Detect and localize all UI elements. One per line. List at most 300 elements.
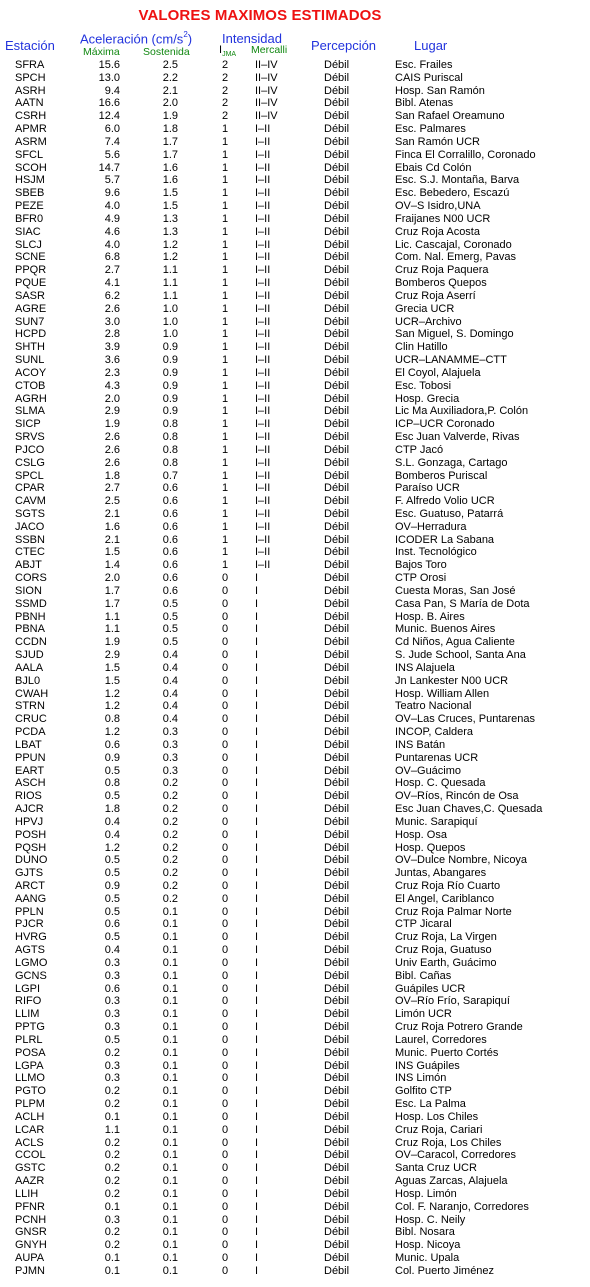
sustained-acceleration: 1.7 — [162, 135, 178, 148]
mercalli-intensity: I — [255, 1264, 259, 1277]
sustained-acceleration: 0.1 — [162, 1264, 178, 1277]
max-acceleration: 0.5 — [104, 854, 120, 867]
location: El Angel, Cariblanco — [395, 892, 495, 905]
location: Esc Juan Chaves,C. Quesada — [395, 803, 543, 816]
station-code: GCNS — [15, 969, 47, 982]
sustained-acceleration: 1.1 — [162, 264, 178, 277]
table-row — [0, 72, 590, 85]
max-acceleration: 4.9 — [104, 212, 120, 225]
max-acceleration: 1.9 — [104, 636, 120, 649]
mercalli-intensity: I — [255, 995, 259, 1008]
table-row — [0, 495, 590, 508]
mercalli-intensity: I — [255, 1162, 259, 1175]
location: Inst. Tecnológico — [395, 546, 477, 559]
table-row — [0, 931, 590, 944]
table-row — [0, 739, 590, 752]
perception: Débil — [324, 777, 350, 790]
sustained-acceleration: 0.6 — [162, 533, 178, 546]
station-code: POSA — [15, 1046, 46, 1059]
mercalli-intensity: I — [255, 1226, 259, 1239]
mercalli-intensity: I — [255, 1046, 259, 1059]
table-row — [0, 1021, 590, 1034]
station-code: JACO — [15, 520, 45, 533]
table-row — [0, 328, 590, 341]
perception: Débil — [324, 982, 350, 995]
station-code: PQSH — [15, 841, 47, 854]
location: Golfito CTP — [395, 1085, 452, 1098]
station-code: AGRH — [15, 392, 47, 405]
jma-intensity: 1 — [221, 418, 229, 431]
table-row — [0, 508, 590, 521]
max-acceleration: 0.1 — [104, 1200, 120, 1213]
max-acceleration: 2.0 — [104, 392, 120, 405]
sustained-acceleration: 0.1 — [162, 995, 178, 1008]
station-code: BFR0 — [15, 212, 44, 225]
max-acceleration: 0.2 — [104, 1239, 120, 1252]
perception: Débil — [324, 572, 350, 585]
max-acceleration: 0.2 — [104, 1162, 120, 1175]
mercalli-intensity: I — [255, 738, 259, 751]
max-acceleration: 0.5 — [104, 892, 120, 905]
jma-intensity: 2 — [221, 110, 229, 123]
station-code: PFNR — [15, 1200, 45, 1213]
table-row — [0, 752, 590, 765]
max-acceleration: 1.4 — [104, 559, 120, 572]
jma-intensity: 0 — [221, 931, 229, 944]
station-code: LGMO — [15, 956, 48, 969]
mercalli-intensity: I — [255, 1175, 259, 1188]
location: Esc Juan Valverde, Rivas — [395, 431, 520, 444]
max-acceleration: 0.3 — [104, 1213, 120, 1226]
sustained-acceleration: 1.7 — [162, 148, 178, 161]
sustained-acceleration: 1.1 — [162, 289, 178, 302]
sustained-acceleration: 0.6 — [162, 559, 178, 572]
perception: Débil — [324, 803, 350, 816]
station-code: ABJT — [15, 559, 42, 572]
max-acceleration: 1.5 — [104, 546, 120, 559]
jma-intensity: 1 — [221, 469, 229, 482]
jma-intensity: 0 — [221, 1136, 229, 1149]
location: Hosp. Los Chiles — [395, 1110, 479, 1123]
location: Bomberos Puriscal — [395, 469, 488, 482]
location: Santa Cruz UCR — [395, 1162, 477, 1175]
jma-intensity: 0 — [221, 1213, 229, 1226]
location: Hosp. C. Neily — [395, 1213, 466, 1226]
jma-intensity: 0 — [221, 918, 229, 931]
perception: Débil — [324, 238, 350, 251]
table-row — [0, 418, 590, 431]
max-acceleration: 0.2 — [104, 1187, 120, 1200]
mercalli-intensity: I–II — [255, 187, 271, 200]
perception: Débil — [324, 546, 350, 559]
jma-intensity: 1 — [221, 456, 229, 469]
location: Casa Pan, S María de Dota — [395, 597, 530, 610]
mercalli-intensity: I — [255, 700, 259, 713]
station-code: PQUE — [15, 277, 47, 290]
jma-intensity: 1 — [221, 289, 229, 302]
max-acceleration: 1.2 — [104, 700, 120, 713]
location: INS Batán — [395, 738, 446, 751]
sustained-acceleration: 1.8 — [162, 123, 178, 136]
station-code: ASRM — [15, 135, 47, 148]
location: Bibl. Atenas — [395, 97, 454, 110]
mercalli-intensity: I — [255, 1149, 259, 1162]
max-acceleration: 2.9 — [104, 405, 120, 418]
max-acceleration: 0.1 — [104, 1110, 120, 1123]
mercalli-intensity: I — [255, 803, 259, 816]
max-acceleration: 0.2 — [104, 1149, 120, 1162]
sustained-acceleration: 0.1 — [162, 1175, 178, 1188]
station-code: CAVM — [15, 495, 46, 508]
sustained-acceleration: 0.4 — [162, 700, 178, 713]
jma-intensity: 0 — [221, 597, 229, 610]
perception: Débil — [324, 1264, 350, 1277]
station-code: HVRG — [15, 931, 47, 944]
location: San Miguel, S. Domingo — [395, 328, 514, 341]
table-row — [0, 482, 590, 495]
stations-table — [0, 59, 590, 1278]
table-row — [0, 726, 590, 739]
perception: Débil — [324, 1098, 350, 1111]
location: Cruz Roja Río Cuarto — [395, 880, 501, 892]
sustained-acceleration: 0.6 — [162, 546, 178, 559]
location: Esc. Palmares — [395, 123, 466, 136]
mercalli-intensity: I–II — [255, 161, 271, 174]
mercalli-intensity: I — [255, 1252, 259, 1265]
mercalli-intensity: I — [255, 623, 259, 636]
jma-intensity: 0 — [221, 841, 229, 854]
table-row — [0, 1085, 590, 1098]
location: ICP–UCR Coronado — [395, 418, 495, 431]
mercalli-intensity: I — [255, 944, 259, 957]
perception: Débil — [324, 1187, 350, 1200]
station-code: LLMO — [15, 1072, 45, 1085]
sustained-acceleration: 0.9 — [162, 405, 178, 418]
jma-intensity: 0 — [221, 905, 229, 918]
perception: Débil — [324, 110, 350, 123]
max-acceleration: 1.7 — [104, 597, 120, 610]
perception: Débil — [324, 867, 350, 880]
station-code: SRVS — [15, 431, 45, 444]
sustained-acceleration: 0.6 — [162, 520, 178, 533]
station-code: AATN — [15, 97, 44, 110]
perception: Débil — [324, 687, 350, 700]
perception: Débil — [324, 212, 350, 225]
table-row — [0, 303, 590, 316]
station-code: GNYH — [15, 1239, 47, 1252]
jma-intensity: 0 — [221, 636, 229, 649]
max-acceleration: 0.5 — [104, 931, 120, 944]
subheader-maxima: Máxima — [83, 46, 120, 58]
location: Col. F. Naranjo, Corredores — [395, 1200, 529, 1213]
sustained-acceleration: 0.2 — [162, 854, 178, 867]
max-acceleration: 0.4 — [104, 828, 120, 841]
table-row — [0, 1060, 590, 1073]
table-row — [0, 136, 590, 149]
location: Hosp. Osa — [395, 828, 447, 841]
location: Aguas Zarcas, Alajuela — [395, 1175, 508, 1188]
sustained-acceleration: 0.6 — [162, 495, 178, 508]
sustained-acceleration: 0.3 — [162, 726, 178, 739]
station-code: POSH — [15, 828, 47, 841]
location: Col. Puerto Jiménez — [395, 1264, 495, 1277]
location: CTP Jacó — [395, 443, 444, 456]
max-acceleration: 1.2 — [104, 726, 120, 739]
mercalli-intensity: I — [255, 1033, 259, 1046]
perception: Débil — [324, 251, 350, 264]
max-acceleration: 0.3 — [104, 1072, 120, 1085]
station-code: ARCT — [15, 880, 45, 892]
table-row — [0, 816, 590, 829]
perception: Débil — [324, 880, 350, 892]
sustained-acceleration: 0.1 — [162, 1252, 178, 1265]
max-acceleration: 2.8 — [104, 328, 120, 341]
mercalli-intensity: I–II — [255, 174, 271, 187]
perception: Débil — [324, 187, 350, 200]
jma-intensity: 0 — [221, 1098, 229, 1111]
mercalli-intensity: I — [255, 931, 259, 944]
station-code: DUNO — [15, 854, 48, 867]
table-row — [0, 1008, 590, 1021]
jma-intensity: 1 — [221, 277, 229, 290]
mercalli-intensity: I–II — [255, 482, 271, 495]
location: Bomberos Quepos — [395, 277, 487, 290]
mercalli-intensity: I — [255, 1008, 259, 1021]
table-row — [0, 636, 590, 649]
sustained-acceleration: 1.0 — [162, 302, 178, 315]
station-code: SBEB — [15, 187, 45, 200]
max-acceleration: 2.7 — [104, 264, 120, 277]
jma-intensity: 0 — [221, 1239, 229, 1252]
sustained-acceleration: 0.1 — [162, 1136, 178, 1149]
jma-intensity: 2 — [221, 84, 229, 97]
perception: Débil — [324, 366, 350, 379]
mercalli-intensity: I — [255, 854, 259, 867]
sustained-acceleration: 0.5 — [162, 597, 178, 610]
table-row — [0, 842, 590, 855]
perception: Débil — [324, 1059, 350, 1072]
table-row — [0, 393, 590, 406]
location: Esc. S.J. Montaña, Barva — [395, 174, 520, 187]
perception: Débil — [324, 1110, 350, 1123]
perception: Débil — [324, 1239, 350, 1252]
sustained-acceleration: 1.5 — [162, 187, 178, 200]
max-acceleration: 0.2 — [104, 1136, 120, 1149]
jma-intensity: 0 — [221, 623, 229, 636]
max-acceleration: 2.5 — [104, 495, 120, 508]
mercalli-intensity: I — [255, 1213, 259, 1226]
sustained-acceleration: 0.1 — [162, 1046, 178, 1059]
jma-intensity: 0 — [221, 969, 229, 982]
station-code: PEZE — [15, 200, 44, 213]
station-code: APMR — [15, 123, 47, 136]
jma-intensity: 1 — [221, 520, 229, 533]
table-row — [0, 623, 590, 636]
location: Paraíso UCR — [395, 482, 460, 495]
station-code: SPCL — [15, 469, 44, 482]
mercalli-intensity: I — [255, 777, 259, 790]
table-row — [0, 316, 590, 329]
station-code: CTOB — [15, 379, 46, 392]
station-code: PLPM — [15, 1098, 45, 1111]
jma-intensity: 0 — [221, 1072, 229, 1085]
max-acceleration: 5.6 — [104, 148, 120, 161]
table-row — [0, 97, 590, 110]
table-row — [0, 367, 590, 380]
location: San Ramón UCR — [395, 135, 480, 148]
sustained-acceleration: 0.3 — [162, 738, 178, 751]
table-row — [0, 854, 590, 867]
station-code: RIOS — [15, 790, 42, 803]
jma-intensity: 0 — [221, 674, 229, 687]
location: Finca El Corralillo, Coronado — [395, 148, 536, 161]
station-code: AGTS — [15, 944, 45, 957]
location: El Coyol, Alajuela — [395, 366, 481, 379]
jma-intensity: 1 — [221, 379, 229, 392]
table-row — [0, 829, 590, 842]
table-row — [0, 213, 590, 226]
station-code: ASRH — [15, 84, 46, 97]
jma-intensity: 0 — [221, 854, 229, 867]
location: OV–Ríos, Rincón de Osa — [395, 790, 519, 803]
jma-intensity: 1 — [221, 200, 229, 213]
perception: Débil — [324, 905, 350, 918]
table-row — [0, 598, 590, 611]
station-code: CTEC — [15, 546, 45, 559]
location: Munic. Upala — [395, 1252, 460, 1265]
location: Univ Earth, Guácimo — [395, 956, 497, 969]
mercalli-intensity: I — [255, 892, 259, 905]
max-acceleration: 0.2 — [104, 1046, 120, 1059]
station-code: AANG — [15, 892, 47, 905]
jma-intensity: 0 — [221, 1149, 229, 1162]
station-code: GJTS — [15, 867, 44, 880]
mercalli-intensity: I–II — [255, 379, 271, 392]
max-acceleration: 1.1 — [104, 610, 120, 623]
perception: Débil — [324, 289, 350, 302]
table-row — [0, 700, 590, 713]
jma-intensity: 0 — [221, 1175, 229, 1188]
station-code: AGRE — [15, 302, 47, 315]
jma-intensity: 0 — [221, 1085, 229, 1098]
jma-intensity: 0 — [221, 956, 229, 969]
location: OV–Guácimo — [395, 764, 462, 777]
location: Fraijanes N00 UCR — [395, 212, 491, 225]
max-acceleration: 1.9 — [104, 418, 120, 431]
location: S.L. Gonzaga, Cartago — [395, 456, 508, 469]
mercalli-intensity: I–II — [255, 315, 271, 328]
max-acceleration: 0.2 — [104, 1175, 120, 1188]
mercalli-intensity: I — [255, 713, 259, 726]
header-lugar: Lugar — [414, 38, 448, 53]
location: Laurel, Corredores — [395, 1033, 487, 1046]
perception: Débil — [324, 123, 350, 136]
station-code: SPCH — [15, 71, 46, 84]
perception: Débil — [324, 1008, 350, 1021]
max-acceleration: 6.0 — [104, 123, 120, 136]
mercalli-intensity: I — [255, 610, 259, 623]
jma-intensity: 0 — [221, 790, 229, 803]
mercalli-intensity: I — [255, 918, 259, 931]
station-code: CPAR — [15, 482, 45, 495]
max-acceleration: 15.6 — [98, 59, 120, 71]
mercalli-intensity: II–IV — [255, 84, 278, 97]
jma-intensity: 0 — [221, 1187, 229, 1200]
mercalli-intensity: I — [255, 969, 259, 982]
station-code: SIAC — [15, 225, 41, 238]
perception: Débil — [324, 84, 350, 97]
jma-intensity: 0 — [221, 1162, 229, 1175]
station-code: SUN7 — [15, 315, 45, 328]
station-code: CSLG — [15, 456, 45, 469]
table-row — [0, 970, 590, 983]
table-row — [0, 354, 590, 367]
perception: Débil — [324, 649, 350, 662]
perception: Débil — [324, 559, 350, 572]
location: Puntarenas UCR — [395, 751, 479, 764]
mercalli-intensity: I — [255, 572, 259, 585]
location: Cruz Roja Aserrí — [395, 289, 476, 302]
perception: Débil — [324, 405, 350, 418]
station-code: PJCO — [15, 443, 45, 456]
station-code: LBAT — [15, 738, 42, 751]
table-row — [0, 867, 590, 880]
table-row — [0, 431, 590, 444]
location: Cruz Roja, Cariari — [395, 1123, 483, 1136]
jma-intensity: 0 — [221, 803, 229, 816]
table-row — [0, 790, 590, 803]
station-code: PPUN — [15, 751, 46, 764]
max-acceleration: 0.5 — [104, 764, 120, 777]
station-code: AAZR — [15, 1175, 45, 1188]
sustained-acceleration: 0.4 — [162, 713, 178, 726]
max-acceleration: 1.7 — [104, 584, 120, 597]
station-code: PPQR — [15, 264, 47, 277]
sustained-acceleration: 0.2 — [162, 815, 178, 828]
location: OV–Herradura — [395, 520, 467, 533]
jma-intensity: 0 — [221, 572, 229, 585]
location: Jn Lankester N00 UCR — [395, 674, 509, 687]
sustained-acceleration: 0.2 — [162, 880, 178, 892]
jma-intensity: 1 — [221, 315, 229, 328]
perception: Débil — [324, 71, 350, 84]
max-acceleration: 1.1 — [104, 623, 120, 636]
mercalli-intensity: I — [255, 956, 259, 969]
jma-intensity: 1 — [221, 251, 229, 264]
table-row — [0, 174, 590, 187]
mercalli-intensity: I–II — [255, 148, 271, 161]
subheader-ijma-subscript: JMA — [222, 51, 237, 58]
header-aceleracion-text: Aceleración (cm/s — [80, 31, 184, 47]
max-acceleration: 1.2 — [104, 841, 120, 854]
max-acceleration: 0.3 — [104, 956, 120, 969]
jma-intensity: 1 — [221, 174, 229, 187]
mercalli-intensity: I–II — [255, 392, 271, 405]
jma-intensity: 2 — [221, 71, 229, 84]
jma-intensity: 0 — [221, 713, 229, 726]
mercalli-intensity: I–II — [255, 328, 271, 341]
perception: Débil — [324, 302, 350, 315]
max-acceleration: 2.6 — [104, 456, 120, 469]
jma-intensity: 2 — [221, 59, 229, 71]
mercalli-intensity: I — [255, 1123, 259, 1136]
mercalli-intensity: I — [255, 726, 259, 739]
sustained-acceleration: 0.8 — [162, 456, 178, 469]
table-row — [0, 162, 590, 175]
sustained-acceleration: 1.3 — [162, 212, 178, 225]
subheader-sostenida: Sostenida — [143, 46, 190, 58]
mercalli-intensity: I–II — [255, 418, 271, 431]
